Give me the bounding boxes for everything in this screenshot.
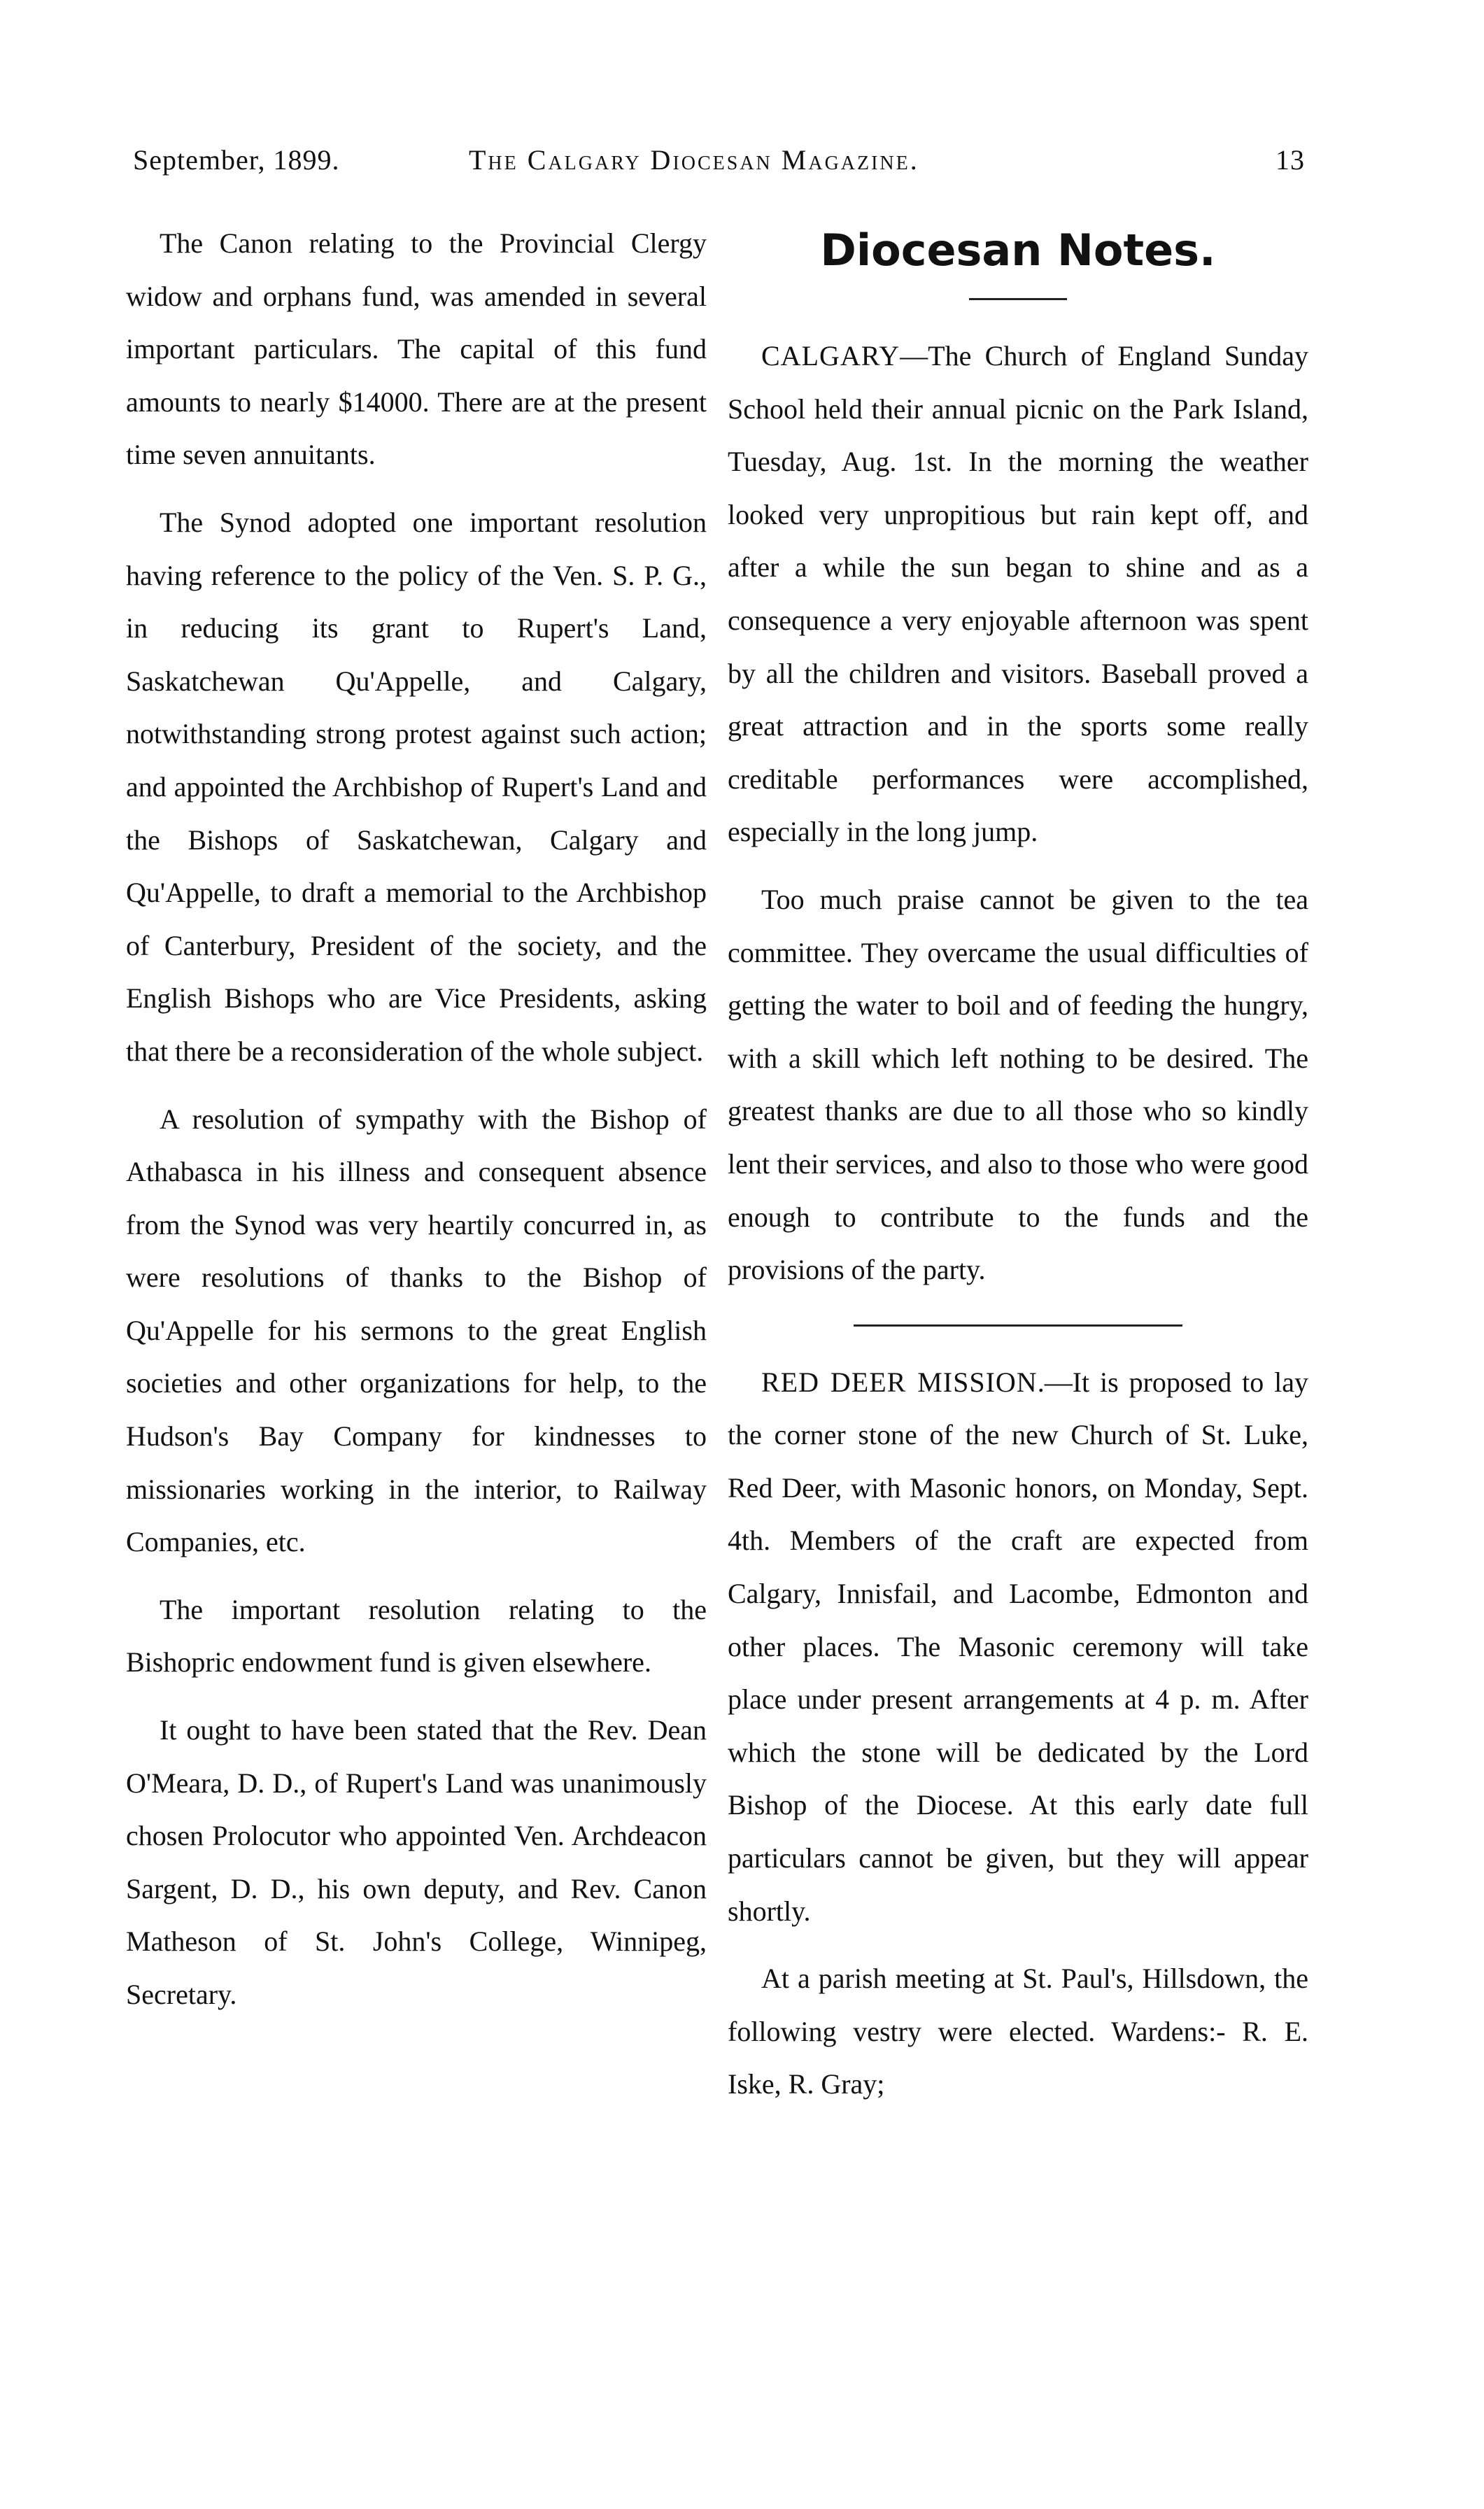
paragraph-prolocutor: It ought to have been stated that the Rev. Dean O'Meara, D. D., of Rupert's Land was unanimously chosen Prolocutor who appointed Ven. Archdeacon Sargent, D. D., his own deputy, and Rev. Canon Matheson of St. John's College, Winnipeg, Secretary. <box>126 1714 707 2010</box>
calgary-lead: CALGARY <box>761 340 900 372</box>
paragraph-bishopric-endowment: The important resolution relating to the Bishopric endowment fund is given elsewhere. <box>126 1593 707 1678</box>
section-divider <box>854 1324 1182 1327</box>
red-deer-lead: RED DEER MISSION <box>761 1366 1038 1398</box>
paragraph-parish-meeting: At a parish meeting at St. Paul's, Hillsdown, the following vestry were elected. Wardens:- R. E. Iske, R. Gray; <box>728 1963 1308 2100</box>
page-number: 13 <box>1275 144 1305 176</box>
section-title: Diocesan Notes. <box>820 225 1216 276</box>
paragraph-tea-committee: Too much praise cannot be given to the tea committee. They overcame the usual difficulties of getting the water to boil and of feeding the hungry, with a skill which left nothing to be desired. The greatest thanks are due to all those who so kindly lent their services, and also to those who were good enough to contribute to the funds and the provisions of the party. <box>728 883 1308 1286</box>
left-column <box>126 217 707 2036</box>
paragraph-sympathy-resolution: A resolution of sympathy with the Bishop of Athabasca in his illness and consequent absence from the Synod was very heartily concurred in, as were resolutions of thanks to the Bishop of Qu'Appelle for his sermons to the great English societies and other organizations for help, to the Hudson's Bay Company for kindnesses to missionaries working in the interior, to Railway Companies, etc. <box>126 1103 707 1558</box>
paragraph-calgary-picnic <box>728 330 1308 858</box>
magazine-title: The Calgary Diocesan Magazine. <box>469 144 919 176</box>
paragraph-red-deer-mission <box>728 1356 1308 1938</box>
page-header <box>133 143 1305 185</box>
issue-date: September, 1899. <box>133 144 340 176</box>
right-column <box>728 217 1308 2126</box>
paragraph-canon-widows-fund: The Canon relating to the Provincial Clergy widow and orphans fund, was amended in several important particulars. The capital of this fund amounts to nearly $14000. There are at the present time seven annuitants. <box>126 227 707 471</box>
paragraph-spg-resolution: The Synod adopted one important resolution having reference to the policy of the Ven. S. P. G., in reducing its grant to Rupert's Land, Saskatchewan Qu'Appelle, and Calgary, notwithstanding strong protest against such action; and appointed the Archbishop of Rupert's Land and the Bishops of Saskatchewan, Calgary and Qu'Appelle, to draft a memorial to the Archbishop of Canterbury, President of the society, and the English Bishops who are Vice Presidents, asking that there be a reconsideration of the whole subject. <box>126 506 707 1067</box>
red-deer-text: .—It is proposed to lay the corner stone of the new Church of St. Luke, Red Deer, with Masonic honors, on Monday, Sept. 4th. Members of the craft are expected from Calgary, Innisfail, and Lacombe, Edmonton and other places. The Masonic ceremony will take place under present arrangements at 4 p. m. After which the stone will be dedicated by the Lord Bishop of the Diocese. At this early date full particulars cannot be given, but they will appear shortly. <box>728 1366 1309 1927</box>
calgary-text: —The Church of England Sunday School held their annual picnic on the Park Island, Tuesday, Aug. 1st. In the morning the weather looked very unpropitious but rain kept off, and after a while the sun began to shine and as a consequence a very enjoyable afternoon was spent by all the children and visitors. Baseball proved a great attraction and in the sports some really creditable performances were accomplished, especially in the long jump. <box>728 340 1308 848</box>
title-divider <box>969 298 1067 300</box>
